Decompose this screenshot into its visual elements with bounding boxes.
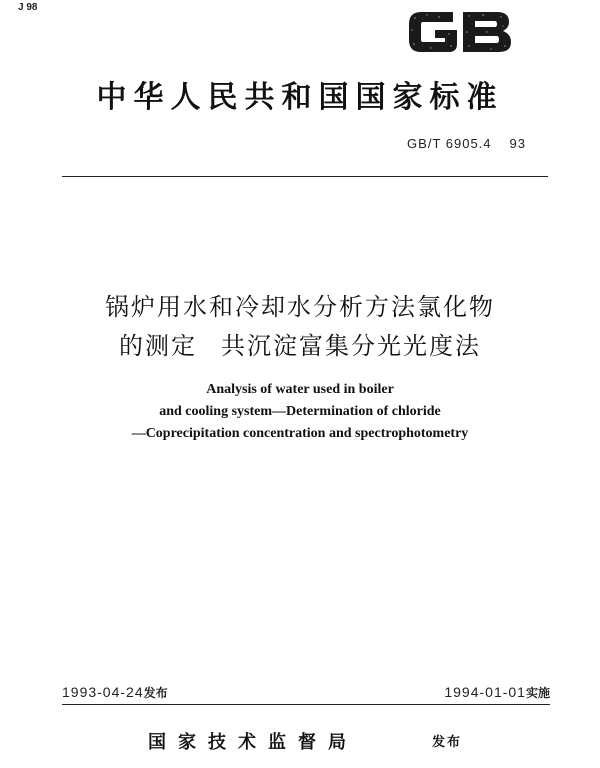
gb-logo	[403, 6, 515, 58]
standard-number	[407, 136, 526, 151]
issuing-authority-title: 中华人民共和国国家标准	[96, 80, 504, 115]
chinese-title-line-2	[0, 326, 600, 361]
top-divider	[62, 176, 548, 177]
standard-code: GB/T 6905.4	[407, 136, 492, 151]
chinese-title-line-2-part-a: 的测定	[119, 332, 197, 360]
classification-code: J 98	[18, 2, 38, 13]
gb-logo-mark	[409, 12, 511, 52]
chinese-title-line-2-part-b: 共沉淀富集分光光度法	[221, 332, 481, 360]
chinese-title-line-1: 锅炉用水和冷却水分析方法氯化物	[105, 293, 495, 321]
effective-date	[444, 684, 550, 701]
issue-date-value: 1993-04-24	[62, 684, 144, 700]
publisher-name: 国家技术监督局	[148, 732, 358, 753]
english-title-line-1: Analysis of water used in boiler	[206, 382, 394, 397]
bottom-divider	[62, 704, 550, 705]
english-title-line-3: —Coprecipitation concentration and spectrophotometry	[131, 426, 469, 441]
issue-date	[62, 684, 168, 701]
issue-date-label: 发布	[143, 686, 168, 700]
effective-date-label: 实施	[525, 686, 550, 700]
publisher-label: 发布	[432, 735, 463, 750]
standard-year: 93	[509, 136, 526, 151]
effective-date-value: 1994-01-01	[444, 684, 526, 700]
english-title-line-2: and cooling system—Determination of chloride	[159, 404, 441, 419]
